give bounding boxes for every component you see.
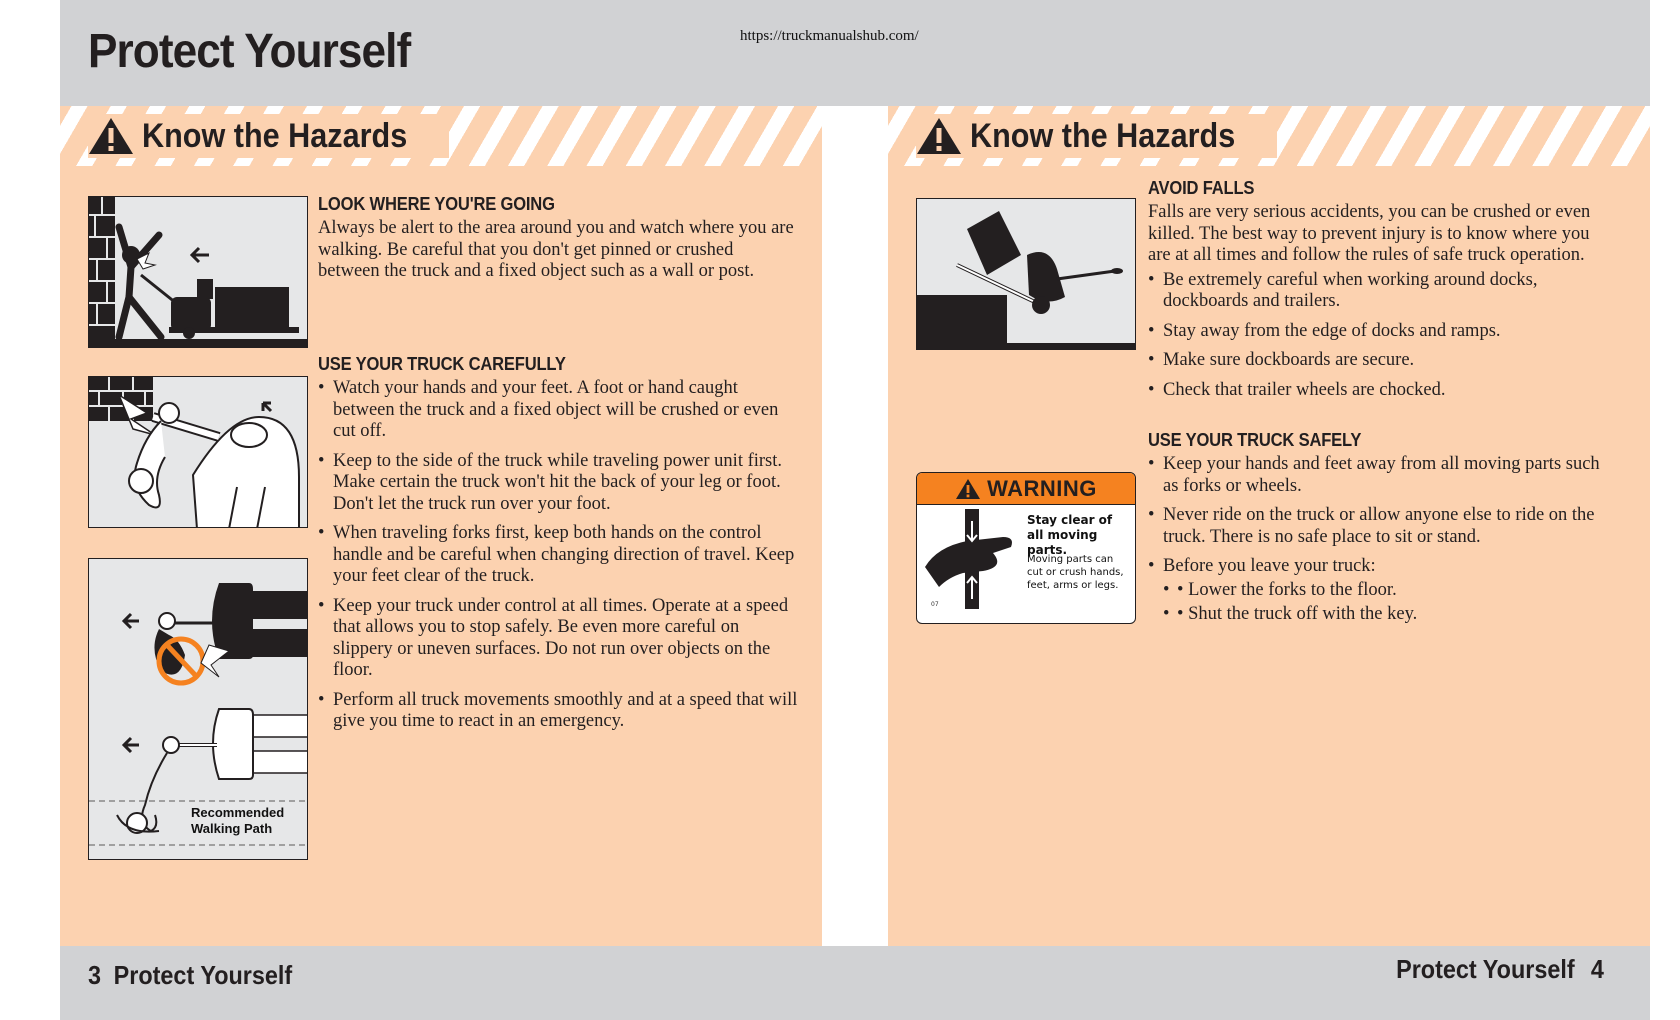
right-footer xyxy=(1396,954,1604,985)
left-band-heading xyxy=(88,114,449,158)
sub-list xyxy=(1163,580,1608,626)
list-item: • Check that trailer wheels are chocked. xyxy=(1148,380,1598,402)
list-item: • Make sure dockboards are secure. xyxy=(1148,350,1598,372)
page-title: Protect Yourself xyxy=(88,25,411,78)
list-item: • Be extremely careful when working around docks, dockboards and trailers. xyxy=(1148,270,1598,313)
use-carefully-list xyxy=(318,378,798,733)
list-item-text: Before you leave your truck: xyxy=(1163,556,1376,576)
use-carefully-section xyxy=(318,354,798,741)
use-carefully-heading: USE YOUR TRUCK CAREFULLY xyxy=(318,354,566,374)
safely-section xyxy=(1148,430,1608,629)
list-item: • Keep your hands and feet away from all moving parts such as forks or wheels. xyxy=(1148,454,1608,497)
look-body: Always be alert to the area around you and watch where you are walking. Be careful that you don't get pinned or crushed between the truck and a fixed object such as a wall or post. xyxy=(318,218,794,281)
falls-body: Falls are very serious accidents, you can be crushed or even killed. The best way to prevent injury is to know where you are at all times and follow the rules of safe truck operation. xyxy=(1148,202,1591,265)
list-item: • Keep to the side of the truck while traveling power unit first. Make certain the truck won't hit the back of your leg or foot. Don't let the truck run over your foot. xyxy=(318,451,798,516)
look-section xyxy=(318,194,798,283)
source-url[interactable]: https://truckmanualshub.com/ xyxy=(740,28,919,44)
safely-list xyxy=(1148,454,1608,626)
list-item: • Keep your truck under control at all times. Operate at a speed that allows you to stop safely. Be even more careful on slippery or uneven surfaces. Do not run over objects on the floor. xyxy=(318,596,798,682)
warning-header xyxy=(917,473,1135,505)
left-footer xyxy=(88,960,292,991)
warning-main-text: Stay clear of all moving parts. xyxy=(1027,513,1113,557)
walking-path-label: Recommended Walking Path xyxy=(191,805,285,836)
warning-sub-text: Moving parts can cut or crush hands, feet, arms or legs. xyxy=(1027,554,1124,591)
hand-pinned-illustration xyxy=(88,376,308,528)
page-number: 4 xyxy=(1590,954,1604,984)
falls-section xyxy=(1148,178,1598,409)
list-item: • Watch your hands and your feet. A foot or hand caught between the truck and a fixed object will be crushed or even cut off. xyxy=(318,378,798,443)
look-heading: LOOK WHERE YOU'RE GOING xyxy=(318,194,555,214)
warning-body xyxy=(917,505,1135,623)
list-item xyxy=(1148,556,1608,626)
warning-triangle-icon xyxy=(955,478,981,500)
pinned-against-wall-illustration xyxy=(88,196,308,348)
page-gutter xyxy=(822,106,888,946)
sub-list-item: • • Shut the truck off with the key. xyxy=(1163,604,1608,626)
band-heading-text: Know the Hazards xyxy=(142,116,408,155)
footer-title: Protect Yourself xyxy=(113,960,293,990)
warning-title: WARNING xyxy=(987,475,1097,501)
safely-heading: USE YOUR TRUCK SAFELY xyxy=(1148,430,1362,450)
page-number: 3 xyxy=(88,960,102,990)
warning-decal xyxy=(916,472,1136,624)
warning-code: 07 xyxy=(931,601,939,608)
list-item: • When traveling forks first, keep both hands on the control handle and be careful when changing direction of travel. Keep your feet clear of the truck. xyxy=(318,523,798,588)
right-band-heading xyxy=(916,114,1277,158)
left-page-panel xyxy=(60,106,822,946)
list-item: • Perform all truck movements smoothly and at a speed that will give you time to react in an emergency. xyxy=(318,690,798,733)
list-item: • Never ride on the truck or allow anyone else to ride on the truck. There is no safe place to sit or stand. xyxy=(1148,505,1608,548)
walking-path-illustration xyxy=(88,558,308,860)
list-item: • Stay away from the edge of docks and ramps. xyxy=(1148,321,1598,343)
warning-triangle-icon xyxy=(88,116,134,156)
falls-heading: AVOID FALLS xyxy=(1148,178,1255,198)
warning-triangle-icon xyxy=(916,116,962,156)
falls-list xyxy=(1148,270,1598,402)
right-page-panel xyxy=(888,106,1650,946)
manual-spread xyxy=(60,0,1650,1020)
band-heading-text: Know the Hazards xyxy=(970,116,1236,155)
sub-list-item: • • Lower the forks to the floor. xyxy=(1163,580,1608,602)
footer-title: Protect Yourself xyxy=(1396,954,1575,984)
falling-off-dock-illustration xyxy=(916,198,1136,350)
